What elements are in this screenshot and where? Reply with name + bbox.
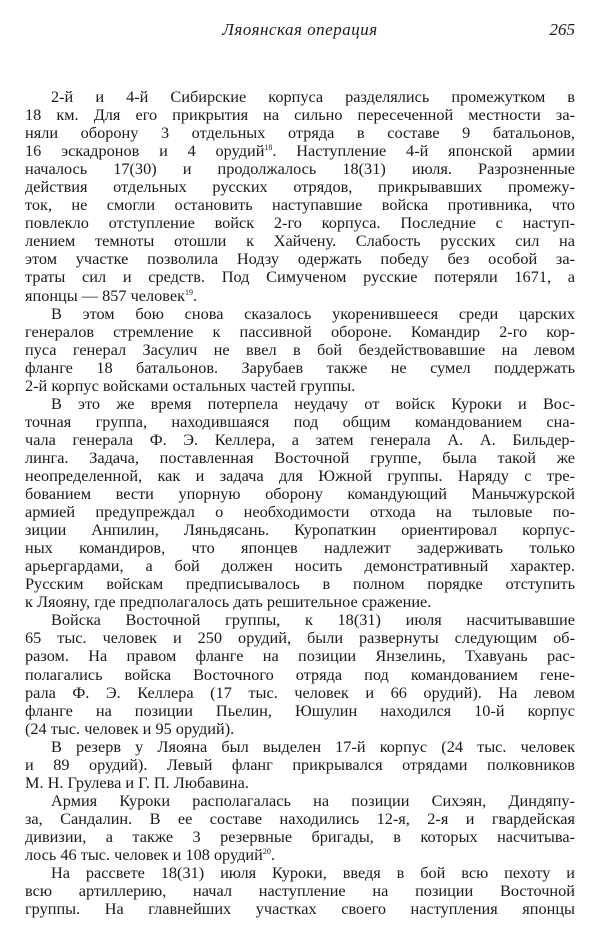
- text-line: действия отдельных русских отрядов, прикрывавших промежу-: [25, 177, 575, 197]
- text-line: На рассвете 18(31) июля Куроки, введя в бой всю пехоту и: [51, 863, 575, 883]
- text-line: арьергардами, а бой должен носить демонстративный характер.: [25, 556, 575, 576]
- text-line: няли оборону 3 отдельных отряда в составе 9 батальонов,: [25, 123, 575, 143]
- text-line: началось 17(30) и продолжалось 18(31) июля. Разрозненные: [25, 159, 575, 179]
- text-line: и 89 орудий). Левый фланг прикрывался отрядами полковников: [25, 754, 575, 774]
- text-line: к Ляояну, где предполагалось дать решительное сражение.: [25, 592, 432, 612]
- paragraph: [25, 88, 575, 305]
- paragraph: [25, 305, 575, 395]
- paragraph: [25, 738, 575, 792]
- text-line: рала Ф. Э. Келлера (17 тыс. человек и 66 орудий). На левом: [25, 682, 575, 702]
- text-line: фланге на позиции Пьелин, Юшулин находился 10-й корпус: [25, 700, 575, 720]
- text-line: линга. Задача, поставленная Восточной группе, была такой же: [25, 447, 575, 467]
- text-line: В это же время потерпела неудачу от войск Куроки и Вос-: [51, 393, 575, 413]
- text-line: В этом бою снова сказалось укоренившееся среди царских: [51, 303, 575, 323]
- paragraph: [25, 792, 575, 864]
- body-text: [25, 88, 575, 918]
- text-line: за, Сандалин. В ее составе находились 12-я, 2-я и гвардейская: [25, 808, 575, 828]
- page-number: 265: [549, 20, 575, 39]
- text-line: чала генерала Ф. Э. Келлера, а затем генерала А. А. Бильдер-: [25, 429, 575, 449]
- text-line: бованием вести упорную оборону командующий Маньчжурской: [25, 484, 575, 504]
- text-line: лось 46 тыс. человек и 108 орудий$^{20}$.: [25, 844, 275, 864]
- text-line: японцы — 857 человек$^{19}$.: [25, 285, 198, 305]
- text-line: 65 тыс. человек и 250 орудий, были развернуты следующим об-: [25, 628, 575, 648]
- text-line: фланге 18 батальонов. Зарубаев также не сумел поддержать: [25, 357, 575, 377]
- text-line: ных командиров, что японцев надлежит задерживать только: [25, 538, 575, 558]
- running-title: Ляоянская операция: [222, 20, 378, 39]
- text-line: Войска Восточной группы, к 18(31) июля насчитывавшие: [51, 610, 575, 630]
- text-line: М. Н. Грулева и Г. П. Любавина.: [25, 772, 249, 792]
- text-line: разом. На правом фланге на позиции Янзелинь, Тхавуань рас-: [25, 646, 575, 666]
- paragraph: [25, 611, 575, 737]
- text-line: дивизии, а также 3 резервные бригады, в которых насчитыва-: [25, 826, 575, 846]
- footnote-ref: 19: [185, 287, 194, 297]
- text-line: Армия Куроки располагалась на позиции Сихэян, Диндяпу-: [51, 790, 575, 810]
- text-line: зиции Анпилин, Ляньдясань. Куропаткин ориентировал корпус-: [25, 520, 575, 540]
- text-line: Русским войскам предписывалось в полном порядке отступить: [25, 574, 575, 594]
- text-line: ток, не смогли остановить наступавшие войска противника, что: [25, 195, 575, 215]
- text-line: этом участке позволила Нодзу одержать победу без особой за-: [25, 249, 575, 269]
- text-line: полагались войска Восточного отряда под командованием гене-: [25, 664, 575, 684]
- text-line: точная группа, находившаяся под общим командованием сна-: [25, 411, 575, 431]
- running-header: [25, 20, 575, 44]
- text-line: 2-й корпус войсками остальных частей группы.: [25, 375, 356, 395]
- text-line: неопределенной, как и задача для Южной группы. Наряду с тре-: [25, 465, 575, 485]
- text-line: 16 эскадронов и 4 орудий$^{18}$. Наступление 4-й японской армии: [25, 141, 575, 161]
- text-line: пуса генерал Засулич не ввел в бой бездействовавшие на левом: [25, 339, 575, 359]
- text-line: В резерв у Ляояна был выделен 17-й корпус (24 тыс. человек: [51, 736, 575, 756]
- text-line: повлекло отступление войск 2-го корпуса. Последние с наступ-: [25, 213, 575, 233]
- text-line: лением темноты отошли к Хайчену. Слабость русских сил на: [25, 231, 575, 251]
- text-line: 18 км. Для его прикрытия на сильно пересеченной местности за-: [25, 105, 575, 125]
- footnote-ref: 18: [264, 143, 273, 153]
- text-line: 2-й и 4-й Сибирские корпуса разделялись промежутком в: [51, 87, 575, 106]
- text-line: группы. На главнейших участках своего наступления японцы: [25, 899, 575, 919]
- footnote-ref: 20: [262, 846, 271, 856]
- text-line: траты сил и средств. Под Симученом русские потеряли 1671, а: [25, 267, 575, 287]
- text-line: всю артиллерию, начал наступление на позиции Восточной: [25, 881, 575, 901]
- text-line: генералов стремление к пассивной обороне. Командир 2-го кор-: [25, 321, 575, 341]
- paragraph: [25, 395, 575, 612]
- text-line: армией предупреждал о необходимости отхода на тыловые по-: [25, 502, 575, 522]
- paragraph: [25, 864, 575, 918]
- text-line: (24 тыс. человек и 95 орудий).: [25, 718, 235, 738]
